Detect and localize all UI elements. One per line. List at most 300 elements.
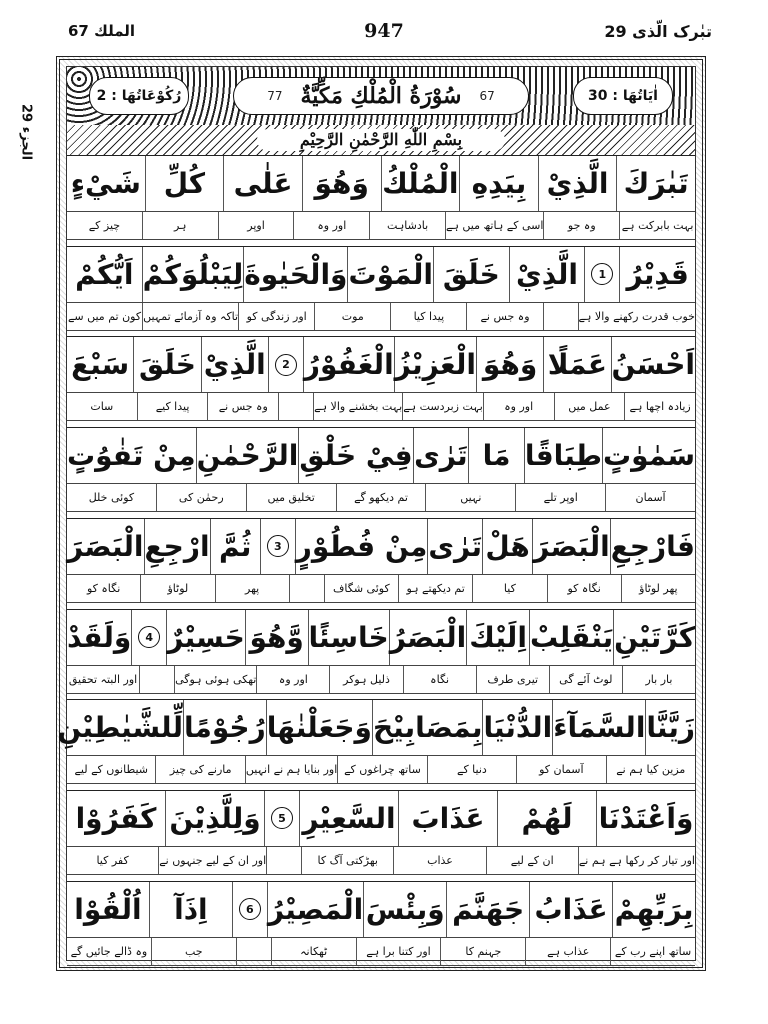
- arabic-word: طِبَاقًا: [524, 439, 602, 473]
- urdu-translation-cell: [256, 666, 329, 693]
- arabic-word: كَرَّتَيْنِ: [614, 620, 695, 654]
- urdu-translation-cell: [314, 303, 390, 330]
- urdu-translation-cell: [549, 666, 622, 693]
- urdu-translation: کفر کیا: [96, 853, 129, 867]
- urdu-translation-cell: [313, 393, 402, 420]
- urdu-translation: بہت بابرکت ہے: [621, 219, 694, 232]
- arabic-word: ارْجِعِ: [144, 529, 210, 563]
- urdu-translation: اور بنایا ہم نے انہیں: [245, 763, 338, 777]
- arabic-word-cell: [299, 791, 398, 846]
- arabic-word-line: [67, 337, 695, 392]
- arabic-word-line: [67, 882, 695, 937]
- arabic-word: ثُمَّ: [218, 529, 252, 563]
- arabic-word-cell: [67, 519, 144, 574]
- arabic-word-cell: [67, 791, 165, 846]
- arabic-word: مَا: [482, 439, 511, 473]
- arabic-word-cell: [433, 247, 509, 302]
- arabic-word: اِلَيْكَ: [469, 620, 527, 654]
- urdu-translation-line: [67, 755, 695, 784]
- arabic-word-cell: [302, 156, 381, 211]
- arabic-word: الْعَزِيْزُ: [394, 348, 476, 382]
- urdu-translation-line: [67, 211, 695, 240]
- urdu-translation-cell: [271, 938, 356, 965]
- urdu-translation-cell: [624, 393, 695, 420]
- urdu-translation: بار بار: [645, 672, 673, 686]
- verse-row: [67, 881, 695, 973]
- urdu-translation-cell: [324, 575, 398, 602]
- juz-side-label: [6, 92, 46, 172]
- arabic-word-cell: [468, 428, 524, 483]
- urdu-translation-cell: [67, 666, 139, 693]
- urdu-translation-cell: [67, 575, 140, 602]
- urdu-translation-cell: [445, 212, 543, 239]
- arabic-word: فِيْ خَلْقِ: [299, 439, 413, 473]
- urdu-translation: آسمان کو: [539, 763, 584, 777]
- page-frame: [56, 56, 706, 971]
- ruku-count-box: [89, 77, 189, 115]
- arabic-word: خَلَقَ: [442, 257, 500, 291]
- arabic-word-line: [67, 247, 695, 302]
- urdu-translation-cell: [619, 212, 695, 239]
- arabic-word: وَالْحَيٰوةَ: [244, 257, 348, 291]
- arabic-word: عَمَلًا: [547, 348, 607, 382]
- urdu-translation: تم دیکھو گے: [354, 491, 408, 505]
- page-number-text: 947: [364, 20, 404, 42]
- verse-row: [67, 790, 695, 882]
- arabic-word-cell: [529, 610, 613, 665]
- juz-side-text: الجزء 29: [18, 103, 34, 161]
- urdu-translation-cell: [440, 938, 525, 965]
- arabic-word-line: [67, 610, 695, 665]
- urdu-translation-cell: [369, 212, 445, 239]
- arabic-word: عَلٰى: [233, 167, 293, 200]
- arabic-word: السَّمَآءَ: [553, 711, 646, 745]
- arabic-word-cell: [210, 519, 260, 574]
- arabic-word-cell: [509, 247, 585, 302]
- arabic-word: بِيَدِهِ: [471, 167, 527, 200]
- urdu-translation: عذاب ہے: [547, 944, 590, 958]
- urdu-translation: اور زندگی کو: [246, 309, 307, 323]
- arabic-word-cell: [266, 700, 372, 755]
- urdu-translation-cell: [67, 393, 137, 420]
- juz-name-header: تبٰرک الّذی 29: [604, 22, 712, 41]
- urdu-translation-line: [67, 302, 695, 331]
- urdu-translation-line: [67, 937, 695, 966]
- word-grid: [57, 155, 695, 960]
- urdu-translation-cell: [466, 303, 542, 330]
- urdu-translation-cell: [155, 756, 244, 783]
- arabic-word-cell: [57, 700, 183, 755]
- urdu-translation: پھر لوٹاؤ: [639, 581, 678, 595]
- arabic-word-line: [67, 791, 695, 846]
- urdu-translation-cell: [215, 575, 289, 602]
- urdu-translation: وہ جس نے: [218, 400, 268, 414]
- arabic-word-cell: [611, 337, 695, 392]
- urdu-translation: کون تم میں سے: [67, 309, 142, 323]
- urdu-translation-cell: [266, 847, 301, 874]
- arabic-word-cell: [524, 428, 602, 483]
- urdu-translation: لوٹاؤ: [167, 581, 189, 595]
- urdu-translation: پھر: [245, 581, 260, 595]
- urdu-translation-cell: [139, 666, 174, 693]
- urdu-translation: اور تیار کر رکھا ہے ہم نے: [578, 853, 695, 867]
- verse-row: [67, 155, 695, 247]
- arabic-word-cell: [645, 700, 695, 755]
- arabic-word-cell: [466, 610, 529, 665]
- arabic-word-cell: [538, 156, 617, 211]
- arabic-word-cell: [381, 156, 460, 211]
- urdu-translation-cell: [151, 938, 236, 965]
- arabic-word-cell: [446, 882, 529, 937]
- arabic-word-cell: [67, 610, 131, 665]
- urdu-translation: بہت زبردست ہے: [403, 400, 483, 414]
- arabic-word-cell: [482, 519, 532, 574]
- urdu-translation-cell: [543, 212, 619, 239]
- arabic-word: وَهُوَ: [314, 167, 369, 200]
- arabic-word: لِّلشَّيٰطِيْنِ: [57, 711, 183, 745]
- ayah-number-marker: 2: [275, 354, 297, 376]
- urdu-translation: ذلیل ہوکر: [343, 672, 390, 686]
- arabic-word: يَنْقَلِبْ: [529, 620, 614, 654]
- arabic-word: كَفَرُوْا: [75, 801, 157, 835]
- urdu-translation-cell: [67, 756, 155, 783]
- arabic-word: مِنْ فُطُوْرٍ: [295, 529, 428, 563]
- arabic-word-cell: [532, 519, 610, 574]
- arabic-word: شَيْءٍ: [70, 167, 141, 200]
- arabic-word: سَبْعَ: [71, 348, 130, 382]
- urdu-translation: ساتھ اپنے رب کے: [614, 944, 692, 958]
- arabic-word: الْغَفُوْرُ: [303, 348, 394, 382]
- arabic-word: اَيُّكُمْ: [75, 257, 134, 291]
- urdu-translation-line: [67, 846, 695, 875]
- arabic-word: عَذَابُ: [534, 892, 608, 926]
- urdu-translation-cell: [142, 212, 218, 239]
- urdu-translation-line: [67, 665, 695, 694]
- ayah-number-marker: 4: [138, 626, 160, 648]
- urdu-translation-cell: [543, 303, 578, 330]
- arabic-word: الرَّحْمٰنِ: [196, 439, 299, 473]
- arabic-word-cell: [267, 882, 363, 937]
- arabic-word-cell: [303, 337, 394, 392]
- urdu-translation: اور ان کے لیے جنہوں نے: [159, 853, 267, 867]
- verse-row: [67, 246, 695, 338]
- urdu-translation-cell: [158, 847, 266, 874]
- urdu-translation: پیدا کیے: [155, 400, 190, 414]
- urdu-translation-cell: [402, 393, 483, 420]
- arabic-word-cell: [196, 428, 299, 483]
- bismillah-band: [67, 125, 695, 156]
- arabic-word-cell: [308, 610, 389, 665]
- arabic-word-cell: [243, 247, 347, 302]
- arabic-word: اِذَآ: [174, 892, 208, 926]
- urdu-translation-cell: [483, 393, 554, 420]
- urdu-translation: اسی کے ہاتھ میں ہے: [446, 219, 544, 232]
- ayah-number-marker: 6: [239, 898, 261, 920]
- urdu-translation-cell: [67, 847, 158, 874]
- arabic-word-cell: [347, 247, 433, 302]
- arabic-word-cell: [260, 519, 295, 574]
- urdu-translation: بادشاہت: [387, 219, 429, 232]
- urdu-translation-cell: [605, 484, 695, 511]
- arabic-word-cell: [201, 337, 268, 392]
- urdu-translation: رحمٰن کی: [178, 491, 224, 505]
- arabic-word: تَبٰرَكَ: [623, 167, 689, 200]
- arabic-word-cell: [144, 519, 210, 574]
- verse-row: [67, 336, 695, 428]
- arabic-word: الَّذِيْ: [546, 167, 609, 200]
- arabic-word: وَهُوَ: [482, 348, 538, 382]
- urdu-translation: اور البتہ تحقیق: [68, 672, 138, 686]
- urdu-translation: نگاہ کو: [567, 581, 601, 595]
- urdu-translation: مزین کیا ہم نے: [616, 763, 686, 777]
- urdu-translation-cell: [393, 847, 485, 874]
- arabic-word: بِرَبِّهِمْ: [614, 892, 694, 926]
- arabic-word-cell: [398, 791, 497, 846]
- arabic-word: لِيَبْلُوَكُمْ: [142, 257, 244, 291]
- arabic-word-cell: [149, 882, 232, 937]
- ayah-number-marker: 1: [591, 263, 613, 285]
- urdu-translation: جب: [184, 944, 203, 958]
- arabic-word-cell: [616, 156, 695, 211]
- urdu-translation-cell: [427, 756, 516, 783]
- urdu-translation-cell: [238, 303, 314, 330]
- urdu-translation: اور وہ: [504, 400, 534, 414]
- urdu-translation: ٹھکانہ: [300, 944, 328, 958]
- urdu-translation-cell: [516, 756, 605, 783]
- arabic-word: خَلَقَ: [139, 348, 196, 382]
- urdu-translation: ساتھ چراغوں کے: [344, 763, 421, 777]
- urdu-translation: تاکہ وہ آزمائے تمہیں: [143, 309, 239, 323]
- surah-name-header: الملك 67: [68, 22, 136, 40]
- arabic-word-line: [67, 156, 695, 211]
- arabic-word-cell: [67, 337, 133, 392]
- urdu-translation: کوئی خلل: [88, 491, 135, 505]
- urdu-translation-cell: [301, 847, 393, 874]
- ruku-count: رُكُوْعَاتُهَا : 2: [96, 88, 182, 104]
- urdu-translation: آسمان: [635, 491, 666, 505]
- urdu-translation: نگاہ: [430, 672, 450, 686]
- arabic-word-cell: [165, 791, 264, 846]
- arabic-word-cell: [619, 247, 695, 302]
- arabic-word-line: [57, 700, 695, 755]
- arabic-word-cell: [298, 428, 412, 483]
- arabic-word-cell: [529, 882, 612, 937]
- arabic-word: وَجَعَلْنٰهَا: [266, 711, 372, 745]
- arabic-word: وَبِئْسَ: [365, 892, 445, 926]
- urdu-translation: تم دیکھتے ہو: [406, 581, 465, 595]
- arabic-word: خَاسِئًا: [308, 620, 389, 654]
- urdu-translation: کوئی شگاف: [333, 581, 390, 595]
- arabic-word-cell: [264, 791, 299, 846]
- arabic-word-cell: [67, 156, 145, 211]
- urdu-translation: تیری طرف: [487, 672, 539, 686]
- arabic-word-cell: [497, 791, 596, 846]
- arabic-word-cell: [596, 791, 695, 846]
- arabic-word: الْمُلْكُ: [382, 167, 459, 200]
- urdu-translation-cell: [403, 666, 476, 693]
- urdu-translation-cell: [486, 847, 578, 874]
- arabic-word: الَّذِيْ: [516, 257, 578, 291]
- urdu-translation: زیادہ اچھا ہے: [629, 400, 691, 414]
- arabic-word-cell: [459, 156, 538, 211]
- urdu-translation: اور وہ: [317, 219, 347, 232]
- arabic-word-cell: [245, 610, 308, 665]
- urdu-translation-cell: [218, 212, 294, 239]
- arabic-word: وَاَعْتَدْنَا: [598, 801, 694, 835]
- arabic-word: جَهَنَّمَ: [452, 892, 525, 926]
- arabic-word: تَرٰى: [428, 529, 482, 563]
- verse-row: [67, 609, 695, 701]
- ayat-count: اٰيَاتُهَا : 30: [588, 88, 658, 104]
- urdu-translation-cell: [515, 484, 605, 511]
- urdu-translation: تخلیق میں: [267, 491, 315, 505]
- surah-title-box: [233, 77, 529, 115]
- urdu-translation: لوٹ آئے گی: [559, 672, 613, 686]
- arabic-word-cell: [413, 428, 469, 483]
- arabic-word-cell: [142, 247, 244, 302]
- urdu-translation-cell: [472, 575, 546, 602]
- urdu-translation: شیطانوں کے لیے: [74, 763, 149, 777]
- urdu-translation-cell: [137, 393, 208, 420]
- arabic-word: سَمٰوٰتٍ: [603, 439, 695, 473]
- arabic-word: كُلِّ: [163, 167, 206, 200]
- urdu-translation: اوپر تلے: [543, 491, 578, 505]
- arabic-word-line: [67, 428, 695, 483]
- urdu-translation-cell: [67, 303, 142, 330]
- arabic-word: زَيَّنَّا: [646, 711, 695, 745]
- page-header: [0, 0, 768, 60]
- urdu-translation-line: [67, 392, 695, 421]
- urdu-translation: وہ ڈالے جائیں گے: [70, 944, 148, 958]
- verse-row: [57, 699, 695, 791]
- arabic-word: وَّهُوَ: [249, 620, 304, 654]
- urdu-translation: ان کے لیے: [510, 853, 554, 867]
- urdu-translation: مارنے کی چیز: [169, 763, 232, 777]
- arabic-word: الْمَوْتَ: [348, 257, 434, 291]
- urdu-translation-line: [67, 483, 695, 512]
- arabic-word-cell: [223, 156, 302, 211]
- urdu-translation: اور وہ: [278, 672, 308, 686]
- arabic-word-cell: [67, 882, 149, 937]
- surah-header: [67, 67, 695, 126]
- urdu-translation: جہنم کا: [465, 944, 502, 958]
- urdu-translation: نہیں: [460, 491, 482, 505]
- arabic-word-cell: [131, 610, 166, 665]
- urdu-translation-cell: [336, 484, 426, 511]
- arabic-word-cell: [183, 700, 266, 755]
- arabic-word-cell: [613, 610, 695, 665]
- urdu-translation: موت: [341, 309, 364, 323]
- urdu-translation: خوب قدرت رکھنے والا ہے: [578, 309, 695, 323]
- ayat-count-box: [573, 77, 673, 115]
- urdu-translation-cell: [610, 938, 695, 965]
- urdu-translation: ہر: [173, 219, 187, 232]
- urdu-translation-cell: [425, 484, 515, 511]
- arabic-word-cell: [552, 700, 645, 755]
- verse-row: [67, 427, 695, 519]
- urdu-translation-cell: [554, 393, 625, 420]
- arabic-word-line: [67, 519, 695, 574]
- urdu-translation-cell: [278, 393, 313, 420]
- ayah-number-marker: 5: [271, 807, 293, 829]
- urdu-translation: عمل میں: [568, 400, 611, 414]
- arabic-word: الدُّنْيَا: [483, 711, 553, 745]
- arabic-word-cell: [268, 337, 303, 392]
- urdu-translation: سات: [90, 400, 114, 414]
- urdu-translation-cell: [140, 575, 214, 602]
- arabic-word-cell: [145, 156, 224, 211]
- urdu-translation-cell: [606, 756, 695, 783]
- arabic-word: هَلْ: [485, 529, 530, 563]
- urdu-translation-cell: [622, 666, 695, 693]
- arabic-word: رُجُوْمًا: [184, 711, 266, 745]
- arabic-word: الْبَصَرَ: [66, 529, 144, 563]
- arabic-word-cell: [372, 700, 483, 755]
- urdu-translation-cell: [293, 212, 369, 239]
- arabic-word-cell: [543, 337, 610, 392]
- urdu-translation-cell: [245, 756, 337, 783]
- urdu-translation-cell: [67, 484, 156, 511]
- surah-revelation-order: 77: [267, 89, 283, 103]
- arabic-word-cell: [389, 610, 467, 665]
- arabic-word-cell: [67, 247, 142, 302]
- arabic-word: حَسِيْرٌ: [167, 620, 245, 654]
- ayah-number-marker: 3: [267, 535, 289, 557]
- urdu-translation-cell: [525, 938, 610, 965]
- arabic-word: الْبَصَرَ: [533, 529, 610, 563]
- arabic-word-cell: [363, 882, 446, 937]
- verse-row: [67, 518, 695, 610]
- urdu-translation: پیدا کیا: [413, 309, 445, 323]
- urdu-translation-cell: [142, 303, 238, 330]
- arabic-word: بِمَصَابِيْحَ: [372, 711, 483, 745]
- urdu-translation-cell: [476, 666, 549, 693]
- arabic-word: الْبَصَرُ: [389, 620, 467, 654]
- surah-number: 67: [479, 89, 495, 103]
- arabic-word-cell: [602, 428, 695, 483]
- urdu-translation-cell: [398, 575, 472, 602]
- urdu-translation-cell: [67, 212, 142, 239]
- arabic-word-cell: [610, 519, 695, 574]
- urdu-translation-cell: [621, 575, 695, 602]
- urdu-translation: وہ جس نے: [480, 309, 530, 323]
- arabic-word: فَارْجِعِ: [610, 529, 695, 563]
- arabic-word: الَّذِيْ: [203, 348, 266, 382]
- urdu-translation-cell: [337, 756, 426, 783]
- urdu-translation-cell: [246, 484, 336, 511]
- arabic-word-cell: [427, 519, 482, 574]
- arabic-word-cell: [232, 882, 267, 937]
- urdu-translation: دنیا کے: [457, 763, 487, 777]
- urdu-translation-cell: [289, 575, 324, 602]
- urdu-translation-cell: [156, 484, 246, 511]
- urdu-translation: نگاہ کو: [86, 581, 121, 595]
- urdu-translation-cell: [578, 303, 695, 330]
- arabic-word: عَذَابَ: [411, 801, 485, 835]
- arabic-word-cell: [133, 337, 200, 392]
- urdu-translation: اوپر: [247, 219, 265, 232]
- urdu-translation-cell: [329, 666, 402, 693]
- arabic-word-cell: [295, 519, 428, 574]
- arabic-word-cell: [166, 610, 245, 665]
- arabic-word: الْمَصِيْرُ: [267, 892, 364, 926]
- urdu-translation-cell: [356, 938, 441, 965]
- arabic-word: اَحْسَنُ: [611, 348, 695, 382]
- arabic-word-cell: [584, 247, 619, 302]
- urdu-translation: عذاب: [427, 853, 453, 867]
- urdu-translation-cell: [547, 575, 621, 602]
- urdu-translation-cell: [578, 847, 695, 874]
